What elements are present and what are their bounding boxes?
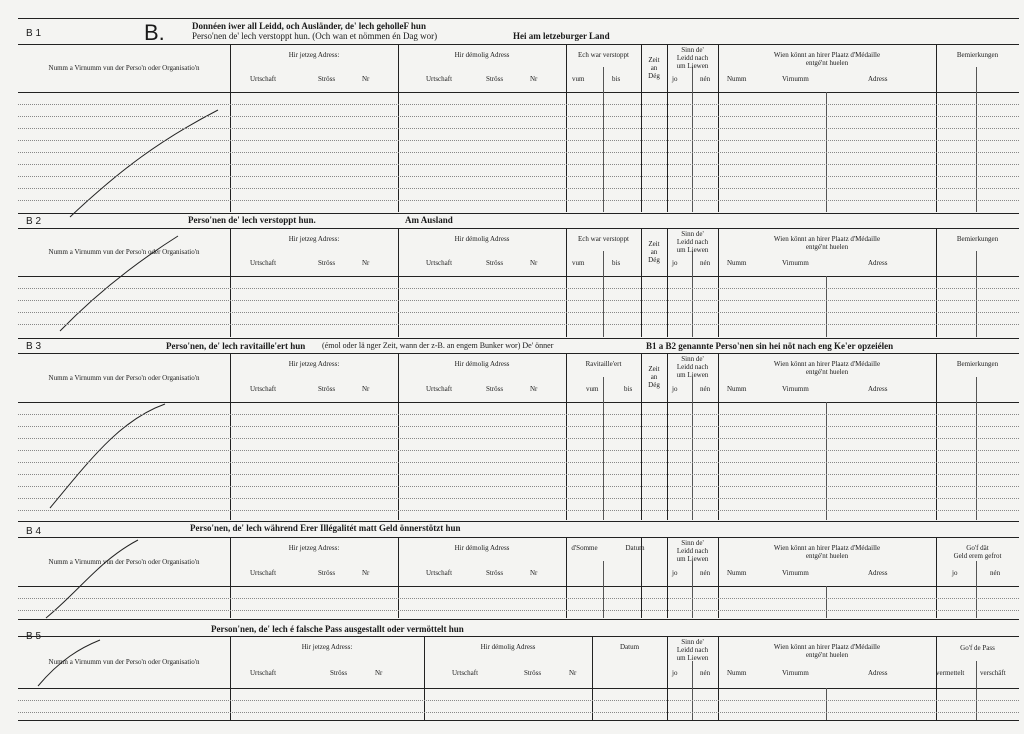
b1-numm: Numm <box>727 75 747 83</box>
b4-sinn1: Sinn de' <box>681 539 704 547</box>
b5-medal1: Wien könnt an hirer Plaatz d'Médaille <box>773 643 881 651</box>
b2-virnumm: Virnumm <box>782 259 809 267</box>
b1-virnumm: Virnumm <box>782 75 809 83</box>
b1-entry-row <box>18 152 1019 153</box>
b2-entry-row <box>18 312 1019 313</box>
b2-sinn1: Sinn de' <box>681 230 704 238</box>
b3-title-small: (émol oder lä nger Zeit, wann der z-B. an engem Bunker wor) De' önner <box>322 341 554 350</box>
b1-entry-row <box>18 140 1019 141</box>
b2-bemierkungen: Bemierkungen <box>956 235 999 243</box>
b5-title: Person'nen, de' lech é falsche Pass ausgestallt oder vermöttelt hun <box>211 624 464 634</box>
b3-jo: jo <box>672 385 678 393</box>
b5-urtschaft: Urtschaft <box>250 669 277 677</box>
b4-entry-row <box>18 610 1019 611</box>
b3-entry-row <box>18 438 1019 439</box>
b2-col-line <box>230 228 231 337</box>
b5-nr-former: Nr <box>569 669 577 677</box>
b4-nen2: nén <box>990 569 1001 577</box>
form-title-line1: Donnéen iwer all Leidd, och Ausländer, de' lech geholleF hun <box>192 21 426 31</box>
b2-nr: Nr <box>362 259 370 267</box>
b2-col-line <box>566 228 567 337</box>
b5-subcol-line <box>826 688 827 720</box>
b4-current-address-header: Hir jetzeg Adress: <box>288 544 340 552</box>
b4-somme: d'Somme <box>571 544 598 552</box>
b1-entry-row <box>18 188 1019 189</box>
b4-adress: Adress <box>868 569 888 577</box>
b5-former-address-header: Hir démolig Adress <box>480 643 536 651</box>
b1-nr-former: Nr <box>530 75 538 83</box>
b2-nr-former: Nr <box>530 259 538 267</box>
b1-hidden-header: Ech war verstoppt <box>578 51 629 59</box>
b5-datum: Datum <box>619 643 640 651</box>
b3-adress: Adress <box>868 385 888 393</box>
b4-urtschaft-former: Urtschaft <box>426 569 453 577</box>
b5-sinn1: Sinn de' <box>681 638 704 646</box>
b5-vermettelt: vermettelt <box>936 669 965 677</box>
b2-stross-former: Ströss <box>486 259 504 267</box>
b3-sinn2: Leidd nach <box>676 363 709 371</box>
b4-jo2: jo <box>952 569 958 577</box>
b2-entry-row <box>18 324 1019 325</box>
b2-entry-row <box>18 300 1019 301</box>
b4-medal2: entgé'nt huelen <box>805 552 849 560</box>
b2-sinn2: Leidd nach <box>676 238 709 246</box>
b2-nen: nén <box>700 259 711 267</box>
b3-bemierkungen: Bemierkungen <box>956 360 999 368</box>
section-code-b3: B 3 <box>26 341 42 352</box>
b5-stross-former: Ströss <box>524 669 542 677</box>
b3-entry-row <box>18 498 1019 499</box>
b4-subcol-line <box>826 586 827 618</box>
b5-nen: nén <box>700 669 711 677</box>
b2-medal2: entgé'nt huelen <box>805 243 849 251</box>
b3-an: an <box>650 373 658 381</box>
b4-urtschaft: Urtschaft <box>250 569 277 577</box>
b4-medal1: Wien könnt an hirer Plaatz d'Médaille <box>773 544 881 552</box>
b1-sinn2: Leidd nach <box>676 54 709 62</box>
b5-medal2: entgé'nt huelen <box>805 651 849 659</box>
b2-sinn3: um Liewen <box>676 246 709 254</box>
b3-ravitailleiert: Ravitaille'ert <box>585 360 622 368</box>
b5-current-address-header: Hir jetzeg Adress: <box>301 643 353 651</box>
b2-an: an <box>650 248 658 256</box>
b3-subcol-line <box>826 402 827 520</box>
b1-vum: vum <box>572 75 585 83</box>
b3-urtschaft-former: Urtschaft <box>426 385 453 393</box>
b1-sinn1: Sinn de' <box>681 46 704 54</box>
b2-deg: Dég <box>648 256 660 264</box>
b3-entry-row <box>18 414 1019 415</box>
b4-sinn3: um Liewen <box>676 555 709 563</box>
b3-bis: bis <box>624 385 633 393</box>
b3-zeit: Zeit <box>648 365 660 373</box>
b3-col-line <box>398 353 399 520</box>
b3-stross-former: Ströss <box>486 385 504 393</box>
b5-numm: Numm <box>727 669 747 677</box>
b3-former-address-header: Hir démolig Adress <box>454 360 510 368</box>
b1-entry-row <box>18 200 1019 201</box>
b4-entry-row <box>18 598 1019 599</box>
form-title-line2: Perso'nen de' lech verstoppt hun. (Och wan et nömmen én Dag wor) <box>192 31 438 41</box>
b3-current-address-header: Hir jetzeg Adress: <box>288 360 340 368</box>
b1-stross: Ströss <box>318 75 336 83</box>
b3-name-header: Numm a Virnumm vun der Perso'n oder Organisatio'n <box>48 373 200 382</box>
b5-entry-row <box>18 712 1019 713</box>
b3-sinn1: Sinn de' <box>681 355 704 363</box>
b1-urtschaft: Urtschaft <box>250 75 277 83</box>
b1-entry-row <box>18 104 1019 105</box>
b1-nr: Nr <box>362 75 370 83</box>
b2-hidden-header: Ech war verstoppt <box>578 235 629 243</box>
b3-entry-row <box>18 462 1019 463</box>
b2-vum: vum <box>572 259 585 267</box>
b3-stross: Ströss <box>318 385 336 393</box>
b3-title-rest: B1 a B2 genannte Perso'nen sin hei nöt nach eng Ke'er opzeiélen <box>646 341 894 351</box>
b3-col-line <box>230 353 231 520</box>
b4-title: Perso'nen, de' lech während Erer Illégalitét matt Geld önnerstötzt hun <box>190 523 461 533</box>
b1-urtschaft-former: Urtschaft <box>426 75 453 83</box>
b5-entry-row <box>18 700 1019 701</box>
b3-sinn3: um Liewen <box>676 371 709 379</box>
b1-bemierkungen: Bemierkungen <box>956 51 999 59</box>
form-letter: B. <box>144 20 165 45</box>
b5-urtschaft-former: Urtschaft <box>452 669 479 677</box>
section-code-b2: B 2 <box>26 216 42 227</box>
b1-jo: jo <box>672 75 678 83</box>
b5-stross: Ströss <box>330 669 348 677</box>
b5-virnumm: Virnumm <box>782 669 809 677</box>
b1-entry-row <box>18 164 1019 165</box>
b1-current-address-header: Hir jetzeg Adress: <box>288 51 340 59</box>
b2-title: Perso'nen de' lech verstoppt hun. <box>188 215 316 225</box>
b4-stross: Ströss <box>318 569 336 577</box>
b4-jo: jo <box>672 569 678 577</box>
b1-entry-row <box>18 176 1019 177</box>
b3-numm: Numm <box>727 385 747 393</box>
b4-nr-former: Nr <box>530 569 538 577</box>
b2-stross: Ströss <box>318 259 336 267</box>
b2-current-address-header: Hir jetzeg Adress: <box>288 235 340 243</box>
b3-col-line <box>566 353 567 520</box>
b4-geld-erem: Geld erem gefrot <box>953 552 1002 560</box>
b4-virnumm: Virnumm <box>782 569 809 577</box>
b1-sinn3: um Liewen <box>676 62 709 70</box>
b2-col-line <box>398 228 399 337</box>
b1-former-address-header: Hir démolig Adress <box>454 51 510 59</box>
b5-sinn2: Leidd nach <box>676 646 709 654</box>
b1-entry-row <box>18 116 1019 117</box>
b4-sinn2: Leidd nach <box>676 547 709 555</box>
b4-nen: nén <box>700 569 711 577</box>
b1-stross-former: Ströss <box>486 75 504 83</box>
b3-nr: Nr <box>362 385 370 393</box>
section-code-b5: B 5 <box>26 631 42 642</box>
b3-title: Perso'nen, de' lech ravitaille'ert hun <box>166 341 306 351</box>
b1-medal1: Wien könnt an hirer Plaatz d'Médaille <box>773 51 881 59</box>
b4-name-header: Numm a Virnumm vun der Perso'n oder Organisatio'n <box>48 557 200 566</box>
b2-jo: jo <box>672 259 678 267</box>
b2-bis: bis <box>612 259 621 267</box>
b5-verschaft: verschäft <box>980 669 1006 677</box>
b3-entry-row <box>18 426 1019 427</box>
b2-entry-row <box>18 288 1019 289</box>
b1-an: an <box>650 64 658 72</box>
b3-entry-row <box>18 450 1019 451</box>
section-code-b1: B 1 <box>26 28 42 39</box>
b4-nr: Nr <box>362 569 370 577</box>
b3-urtschaft: Urtschaft <box>250 385 277 393</box>
b3-deg: Dég <box>648 381 660 389</box>
b2-former-address-header: Hir démolig Adress <box>454 235 510 243</box>
b1-deg: Dég <box>648 72 660 80</box>
b5-jo: jo <box>672 669 678 677</box>
b5-sinn3: um Liewen <box>676 654 709 662</box>
b2-col-line <box>936 228 937 337</box>
b5-name-header: Numm a Virnumm vun der Perso'n oder Organisatio'n <box>48 658 200 666</box>
b2-urtschaft: Urtschaft <box>250 259 277 267</box>
b2-medal1: Wien könnt an hirer Plaatz d'Médaille <box>773 235 881 243</box>
b3-virnumm: Virnumm <box>782 385 809 393</box>
b1-zeit: Zeit <box>648 56 660 64</box>
b3-col-line <box>936 353 937 520</box>
b5-nr: Nr <box>375 669 383 677</box>
b3-medal1: Wien könnt an hirer Plaatz d'Médaille <box>773 360 881 368</box>
b3-entry-row <box>18 510 1019 511</box>
b1-bis: bis <box>612 75 621 83</box>
b2-numm: Numm <box>727 259 747 267</box>
b3-entry-row <box>18 486 1019 487</box>
b4-gof-dat: Go'f dät <box>966 544 989 552</box>
b3-nr-former: Nr <box>530 385 538 393</box>
b1-medal2: entgé'nt huelen <box>805 59 849 67</box>
b2-name-header: Numm a Virnumm vun der Perso'n oder Organisatio'n <box>48 248 200 256</box>
b4-numm: Numm <box>727 569 747 577</box>
b4-stross-former: Ströss <box>486 569 504 577</box>
b3-col-line <box>718 353 719 520</box>
b1-adress: Adress <box>868 75 888 83</box>
b5-adress: Adress <box>868 669 888 677</box>
b2-zeit: Zeit <box>648 240 660 248</box>
b1-entry-row <box>18 128 1019 129</box>
b1-name-header: Numm a Virnumm vun der Perso'n oder Organisatio'n <box>48 64 200 72</box>
form-title-line2-suffix: Hei am letzeburger Land <box>513 31 610 41</box>
b3-vum: vum <box>586 385 599 393</box>
b3-medal2: entgé'nt huelen <box>805 368 849 376</box>
b3-nen: nén <box>700 385 711 393</box>
b2-adress: Adress <box>868 259 888 267</box>
b5-gof-pass: Go'f de Pass <box>960 644 995 652</box>
b2-title-suffix: Am Ausland <box>405 215 453 225</box>
b2-urtschaft-former: Urtschaft <box>426 259 453 267</box>
b2-subcol-line <box>826 276 827 337</box>
b1-nen: nén <box>700 75 711 83</box>
section-code-b4: B 4 <box>26 526 42 537</box>
b4-former-address-header: Hir démolig Adress <box>454 544 510 552</box>
b4-datum: Datum <box>625 544 645 552</box>
b3-entry-row <box>18 474 1019 475</box>
